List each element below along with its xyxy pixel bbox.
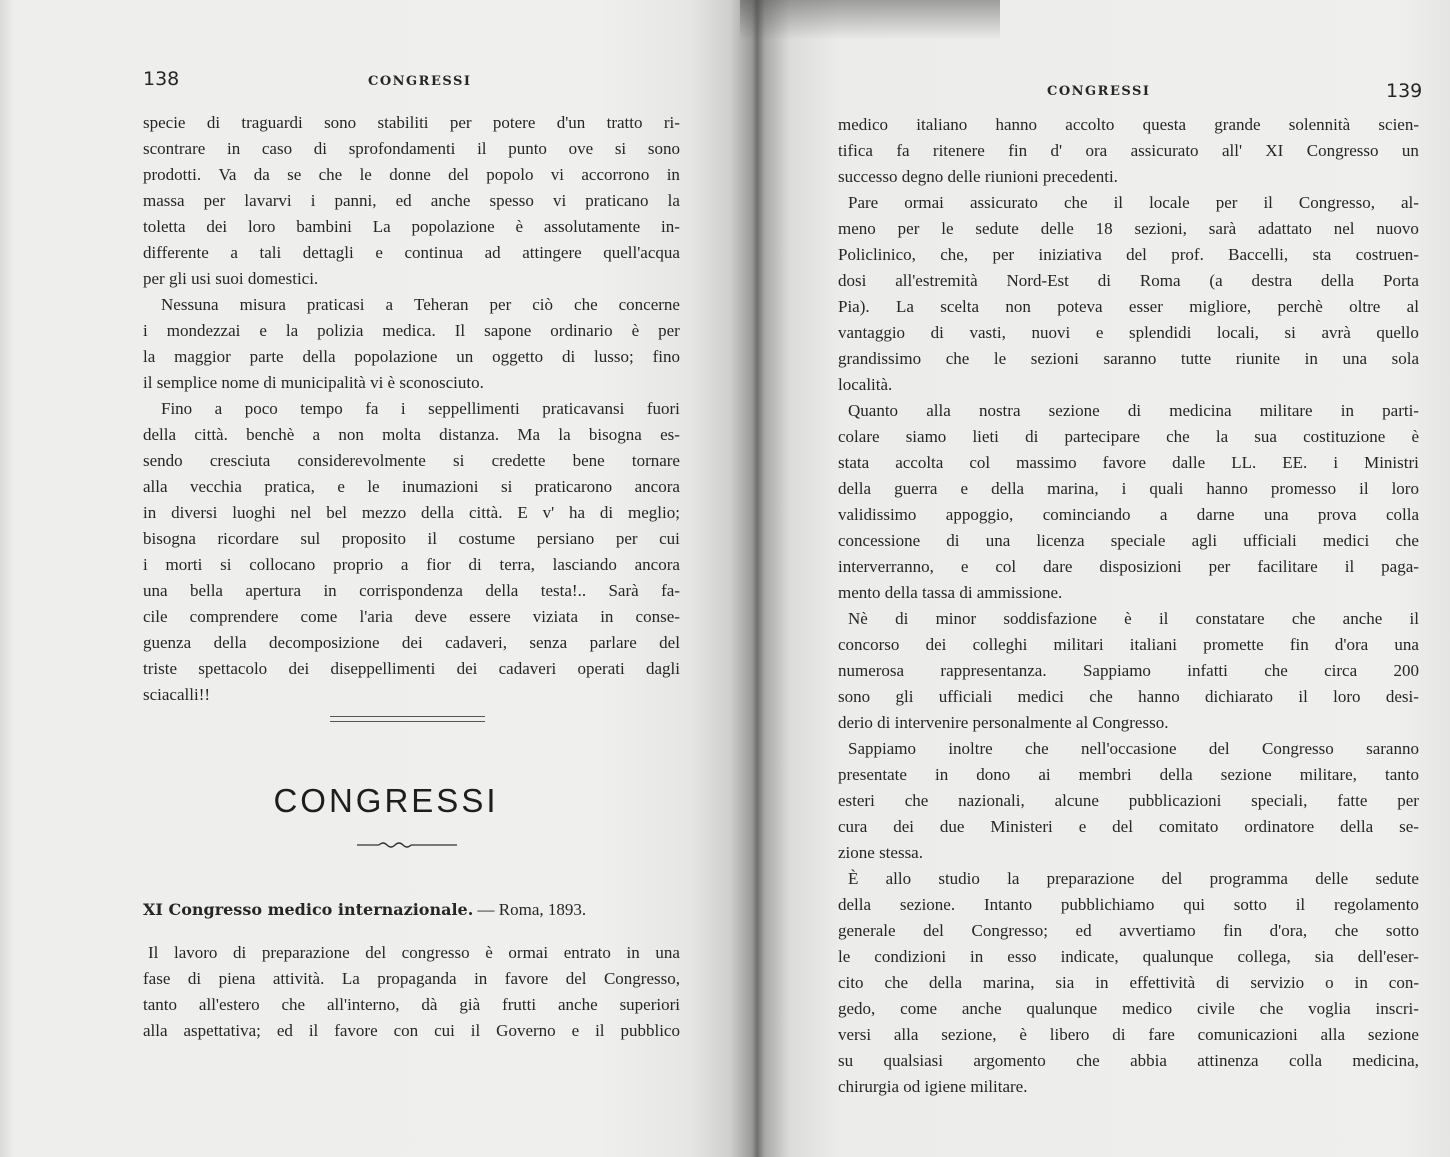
- text-line: Quanto alla nostra sezione di medicina militare in parti-: [848, 401, 1419, 420]
- text-line: sciacalli!!: [143, 685, 211, 704]
- text-line: zione stessa.: [838, 843, 923, 862]
- text-line: le condizioni in esso indicate, qualunque collega, sia dell'eser-: [838, 947, 1419, 966]
- text-line: bisogna ricordare sul proposito il costume persiano per cui: [143, 529, 680, 548]
- text-line: medico italiano hanno accolto questa grande solennità scien-: [838, 115, 1419, 134]
- text-line: Sappiamo inoltre che nell'occasione del Congresso saranno: [848, 739, 1419, 758]
- text-line: concessione di una licenza speciale agli ufficiali medici che: [838, 531, 1419, 550]
- text-line: gedo, come anche qualunque medico civile che voglia inscri-: [838, 999, 1419, 1018]
- text-line: mento della tassa di ammissione.: [838, 583, 1063, 602]
- section-rule-top: [330, 716, 485, 717]
- text-line: scontrare in caso di sprofondamenti il punto ove si sono: [143, 139, 680, 158]
- text-line: massa per lavarvi i panni, ed anche spesso vi praticano la: [143, 191, 680, 210]
- text-line: stata accolta col massimo favore dalle LL. EE. i Ministri: [838, 453, 1419, 472]
- text-line: su qualsiasi argomento che abbia attinenza colla medicina,: [838, 1051, 1419, 1070]
- text-line: derio di intervenire personalmente al Congresso.: [838, 713, 1169, 732]
- right-running-head: CONGRESSI: [1047, 84, 1151, 99]
- text-line: della sezione. Intanto pubblichiamo qui sotto il regolamento: [838, 895, 1419, 914]
- text-line: della città. benchè a non molta distanza. Ma la bisogna es-: [143, 425, 680, 444]
- text-line: località.: [838, 375, 893, 394]
- text-line: della guerra e della marina, i quali hanno promesso il loro: [838, 479, 1419, 498]
- text-line: Pare ormai assicurato che il locale per il Congresso, al-: [848, 193, 1419, 212]
- text-line: tifica fa ritenere fin d' ora assicurato all' XI Congresso un: [838, 141, 1419, 160]
- text-line: toletta dei loro bambini La popolazione è assolutamente in-: [143, 217, 680, 236]
- text-line: alla aspettativa; ed il favore con cui il Governo e il pubblico: [143, 1021, 680, 1040]
- text-line: differente a tali dettagli e continua ad attingere quell'acqua: [143, 243, 680, 262]
- text-line: la maggior parte della popolazione un oggetto di lusso; fino: [143, 347, 680, 366]
- text-line: tanto all'estero che all'interno, dà già frutti anche superiori: [143, 995, 680, 1014]
- text-line: cile comprendere come l'aria deve essere viziata in conse-: [143, 607, 680, 626]
- section-title: CONGRESSI: [273, 782, 499, 819]
- left-page-number: 138: [143, 68, 180, 90]
- text-line: Fino a poco tempo fa i seppellimenti praticavansi fuori: [161, 399, 680, 418]
- text-line: versi alla sezione, è libero di fare comunicazioni alla sezione: [838, 1025, 1419, 1044]
- right-page: [760, 0, 1450, 1157]
- text-line: prodotti. Va da se che le donne del popolo vi accorrono in: [143, 165, 680, 184]
- text-line: fase di piena attività. La propaganda in favore del Congresso,: [143, 969, 680, 988]
- text-line: colare siamo lieti di partecipare che la sua costituzione è: [838, 427, 1419, 446]
- text-line: i morti si collocano proprio a fior di terra, lasciando ancora: [143, 555, 680, 574]
- text-line: grandissimo che le sezioni saranno tutte riunite in una sola: [838, 349, 1419, 368]
- text-line: specie di traguardi sono stabiliti per potere d'un tratto ri-: [143, 113, 680, 132]
- text-line: alla vecchia pratica, e le inumazioni si praticarono ancora: [143, 477, 680, 496]
- text-line: in diversi luoghi nel bel mezzo della città. E v' ha di meglio;: [143, 503, 680, 522]
- article-subhead: [143, 900, 586, 920]
- text-line: sendo cresciuta considerevolmente si credette bene tornare: [143, 451, 680, 470]
- text-line: Nessuna misura praticasi a Teheran per ciò che concerne: [161, 295, 680, 314]
- text-line: interverranno, e col dare disposizioni per facilitare il paga-: [838, 557, 1419, 576]
- text-line: meno per le sedute delle 18 sezioni, sarà adattato nel nuovo: [838, 219, 1419, 238]
- text-line: validissimo appoggio, cominciando a darne una prova colla: [838, 505, 1419, 524]
- text-line: cito che della marina, sia in effettività di servizio o in con-: [838, 973, 1419, 992]
- text-line: per gli usi suoi domestici.: [143, 269, 319, 288]
- article-place-date: — Roma, 1893.: [473, 900, 587, 919]
- article-title: XI Congresso medico internazionale.: [143, 900, 474, 919]
- text-line: cura dei due Ministeri e del comitato ordinatore della se-: [838, 817, 1419, 836]
- text-line: esteri che nazionali, alcune pubblicazioni speciali, fatte per: [838, 791, 1419, 810]
- ornament-divider-icon: [357, 840, 457, 850]
- text-line: Nè di minor soddisfazione è il constatare che anche il: [848, 609, 1419, 628]
- left-running-head: CONGRESSI: [368, 74, 472, 89]
- text-line: il semplice nome di municipalità vi è sconosciuto.: [143, 373, 484, 392]
- text-line: guenza della decomposizione dei cadaveri, senza parlare del: [143, 633, 680, 652]
- text-line: Policlinico, che, per iniziativa del prof. Baccelli, sta costruen-: [838, 245, 1419, 264]
- text-line: successo degno delle riunioni precedenti.: [838, 167, 1118, 186]
- text-line: dosi all'estremità Nord-Est di Roma (a destra della Porta: [838, 271, 1419, 290]
- text-line: una bella apertura in corrispondenza della testa!.. Sarà fa-: [143, 581, 680, 600]
- text-line: sono gli ufficiali medici che hanno dichiarato il loro desi-: [838, 687, 1419, 706]
- text-line: i mondezzai e la polizia medica. Il sapone ordinario è per: [143, 321, 680, 340]
- text-line: generale del Congresso; ed avvertiamo fin d'ora, che sotto: [838, 921, 1419, 940]
- text-line: È allo studio la preparazione del programma delle sedute: [848, 869, 1419, 888]
- text-line: Pia). La scelta non poteva esser migliore, perchè oltre al: [838, 297, 1419, 316]
- section-rule-bottom: [330, 721, 485, 722]
- text-line: vantaggio di vasti, nuovi e splendidi locali, si avrà quello: [838, 323, 1419, 342]
- text-line: presentate in dono ai membri della sezione militare, tanto: [838, 765, 1419, 784]
- text-line: chirurgia od igiene militare.: [838, 1077, 1028, 1096]
- text-line: concorso dei colleghi militari italiani promette fin d'ora una: [838, 635, 1419, 654]
- right-page-number: 139: [1386, 80, 1423, 102]
- text-line: numerosa rappresentanza. Sappiamo infatti che circa 200: [838, 661, 1419, 680]
- text-line: Il lavoro di preparazione del congresso è ormai entrato in una: [148, 943, 680, 962]
- text-line: triste spettacolo dei diseppellimenti dei cadaveri operati dagli: [143, 659, 680, 678]
